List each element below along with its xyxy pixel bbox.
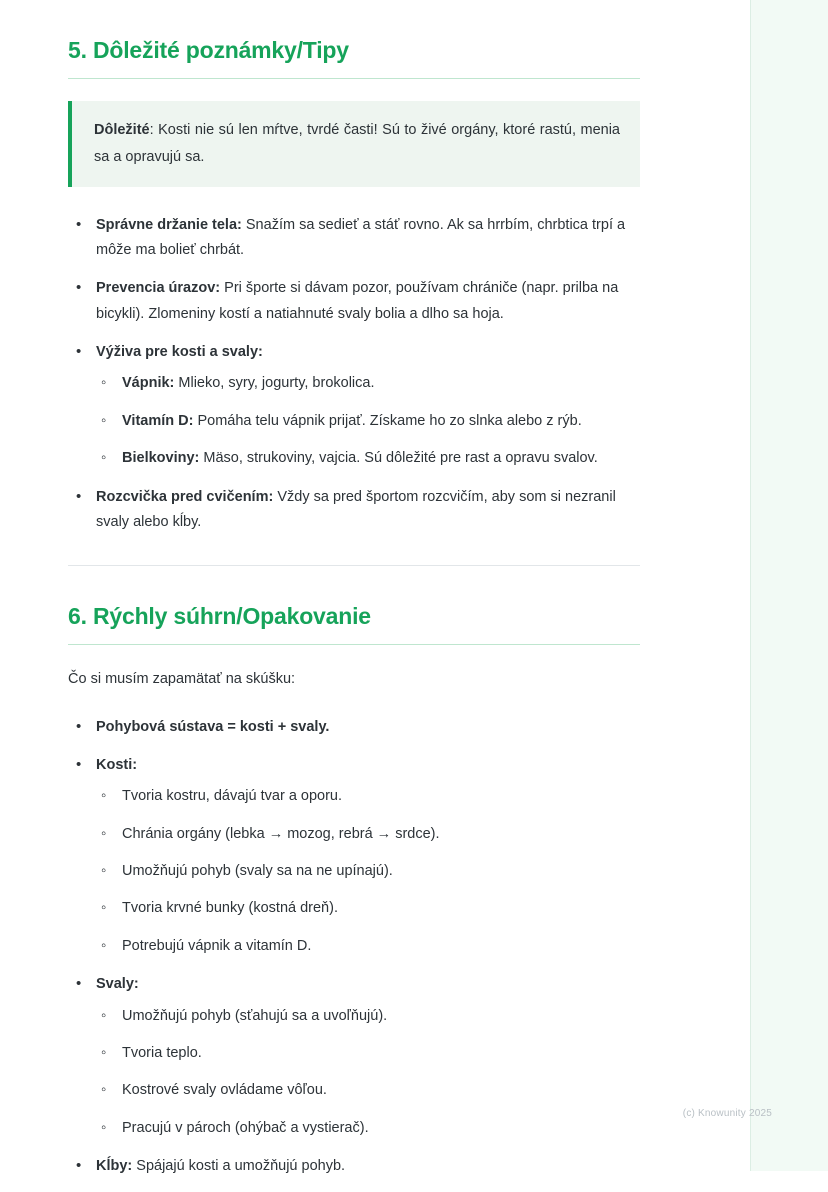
sub-list-item-text: Umožňujú pohyb (sťahujú sa a uvoľňujú). — [122, 1007, 388, 1024]
list-item-text: Snažím sa sedieť a stáť rovno. Ak sa hrrbím, chrbtica trpí a môže ma bolieť chrbát. — [96, 216, 626, 258]
list-item — [68, 485, 640, 536]
section-title-rule — [68, 78, 640, 79]
bones-sublist — [96, 784, 640, 959]
sub-list-item-text: Tvoria krvné bunky (kostná dreň). — [122, 900, 338, 917]
sub-list-item-text: Tvoria kostru, dávajú tvar a oporu. — [122, 788, 343, 805]
sub-list-item-label: Vitamín D: — [122, 412, 194, 429]
list-item-label: Pohybová sústava = kosti + svaly. — [96, 718, 330, 735]
sub-list-item-text: Mlieko, syry, jogurty, brokolica. — [174, 375, 375, 392]
sub-list-item — [96, 822, 640, 847]
sub-list-item — [96, 1078, 640, 1103]
list-item-label: Svaly: — [96, 976, 139, 993]
sub-list-item — [96, 409, 640, 434]
list-item-text: Vždy sa pred športom rozcvičím, aby som si nezranil svaly alebo kĺby. — [96, 488, 616, 530]
list-item-label: Správne držanie tela: — [96, 216, 242, 233]
sub-list-item-text: Pomáha telu vápnik prijať. Získame ho zo slnka alebo z rýb. — [193, 412, 582, 429]
sub-list-item — [96, 784, 640, 809]
sub-list-item-label: Bielkoviny: — [122, 450, 200, 467]
list-item-text: Spájajú kosti a umožňujú pohyb. — [132, 1158, 346, 1175]
callout-text: : Kosti nie sú len mŕtve, tvrdé časti! Sú to živé orgány, ktoré rastú, menia sa a opravujú sa. — [94, 121, 620, 165]
section-title-rule — [68, 644, 640, 645]
summary-intro: Čo si musím zapamätať na skúšku: — [68, 671, 296, 688]
sub-list-item — [96, 446, 640, 471]
sub-list-item — [96, 896, 640, 921]
sub-list-item — [96, 1041, 640, 1066]
sub-list-item-text: Pracujú v pároch (ohýbač a vystierač). — [122, 1119, 369, 1136]
sub-list-item-text: Chránia orgány (lebka → mozog, rebrá → srdce). — [122, 825, 440, 842]
list-item-label: Kĺby: — [96, 1158, 133, 1175]
sub-list-item — [96, 859, 640, 884]
callout-label: Dôležité — [94, 121, 150, 138]
list-item — [68, 1154, 640, 1179]
list-item-label: Rozcvička pred cvičením: — [96, 488, 274, 505]
list-item — [68, 715, 640, 740]
list-item-label: Výživa pre kosti a svaly: — [96, 344, 263, 361]
nutrition-sublist — [96, 371, 640, 471]
section-title-summary: 6. Rýchly súhrn/Opakovanie — [68, 603, 371, 630]
sub-list-item — [96, 934, 640, 959]
list-item — [68, 276, 640, 327]
sub-list-item — [96, 1116, 640, 1141]
sub-list-item-label: Vápnik: — [122, 375, 175, 392]
sub-list-item-text: Kostrové svaly ovládame vôľou. — [122, 1082, 327, 1099]
sub-list-item — [96, 371, 640, 396]
list-item-label: Prevencia úrazov: — [96, 280, 221, 297]
document-page — [68, 0, 640, 1192]
page-side-band — [750, 0, 828, 1171]
list-item — [68, 340, 640, 472]
list-item — [68, 213, 640, 264]
summary-list — [68, 715, 640, 1180]
notes-list — [68, 213, 640, 536]
sub-list-item-text: Umožňujú pohyb (svaly sa na ne upínajú). — [122, 863, 393, 880]
sub-list-item-text: Potrebujú vápnik a vitamín D. — [122, 937, 312, 954]
important-callout — [68, 101, 640, 187]
list-item — [68, 972, 640, 1141]
section-divider — [68, 565, 640, 566]
muscles-sublist — [96, 1004, 640, 1142]
sub-list-item — [96, 1004, 640, 1029]
list-item — [68, 753, 640, 959]
sub-list-item-text: Mäso, strukoviny, vajcia. Sú dôležité pre rast a opravu svalov. — [199, 450, 598, 467]
list-item-text: Pri športe si dávam pozor, používam chrániče (napr. prilba na bicykli). Zlomeniny kostí a natiahnuté svaly bolia a dlho sa hoja. — [96, 280, 619, 322]
list-item-label: Kosti: — [96, 756, 138, 773]
sub-list-item-text: Tvoria teplo. — [122, 1044, 202, 1061]
copyright-notice: (c) Knowunity 2025 — [682, 1108, 772, 1119]
section-title-notes: 5. Dôležité poznámky/Tipy — [68, 37, 349, 63]
